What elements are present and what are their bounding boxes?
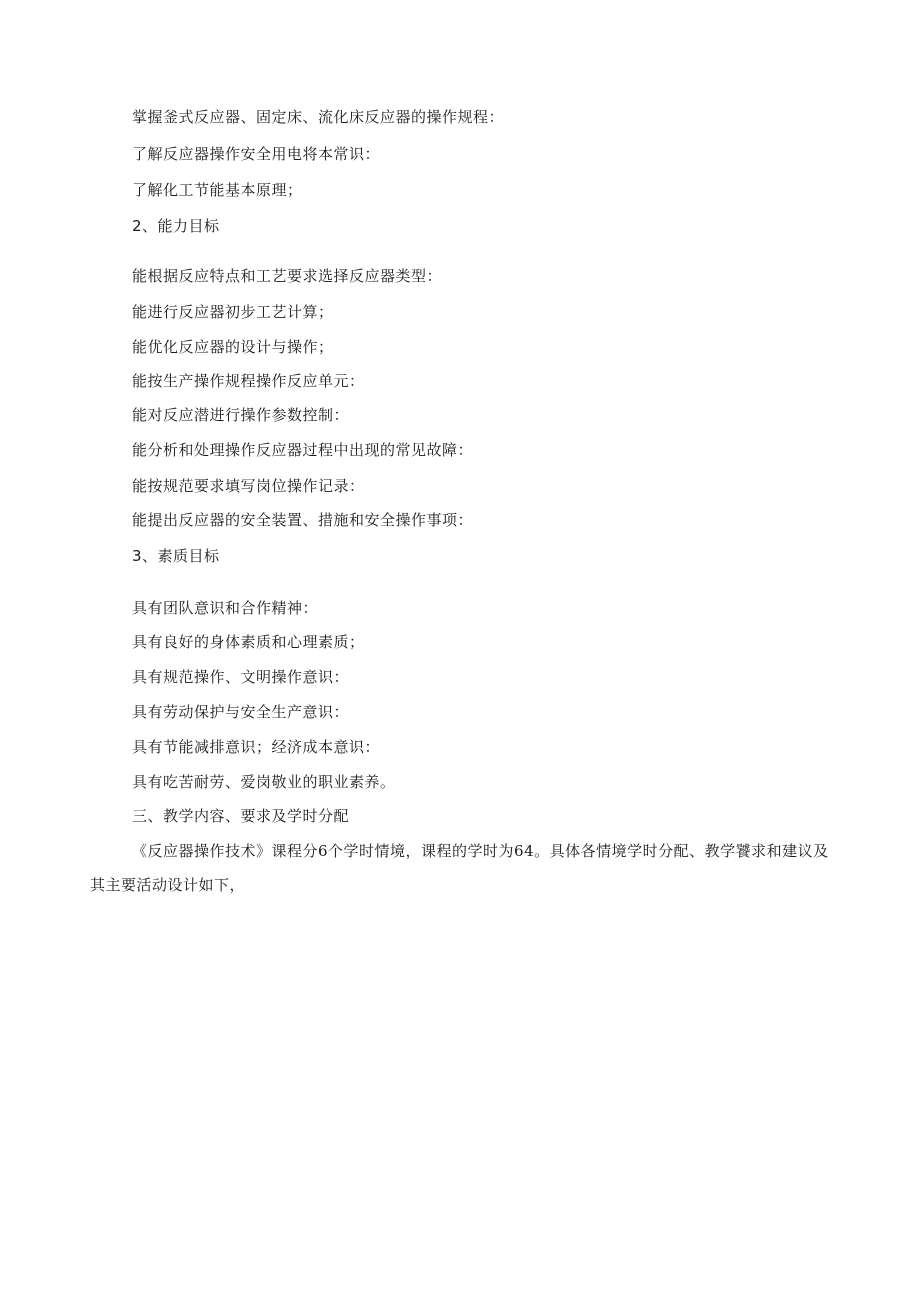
quality-item-3: 具有规范操作、文明操作意识：	[132, 668, 350, 686]
quality-item-6: 具有吃苦耐劳、爱岗敬业的职业素养。	[132, 773, 396, 791]
ability-heading: 2、能力目标	[132, 217, 220, 235]
course-paragraph: 《反应器操作技术》课程分6个学时情境，课程的学时为64。具体各情境学时分配、教学饕求和建议及其主要活动设计如下，	[90, 842, 829, 894]
knowledge-item-3: 了解化工节能基本原理；	[132, 181, 303, 199]
quality-heading: 3、素质目标	[132, 547, 220, 565]
knowledge-item-1: 掌握釜式反应器、固定床、流化床反应器的操作规程：	[132, 108, 505, 126]
ability-item-7: 能按规范要求填写岗位操作记录：	[132, 477, 365, 495]
ability-item-3: 能优化反应器的设计与操作；	[132, 338, 334, 356]
ability-item-5: 能对反应潜进行操作参数控制：	[132, 406, 350, 424]
quality-item-5: 具有节能减排意识；经济成本意识：	[132, 738, 381, 756]
ability-item-4: 能按生产操作规程操作反应单元：	[132, 372, 365, 390]
knowledge-item-2: 了解反应器操作安全用电将本常识：	[132, 145, 381, 163]
section-heading: 三、教学内容、要求及学时分配	[132, 807, 350, 825]
quality-item-2: 具有良好的身体素质和心理素质；	[132, 633, 365, 651]
ability-item-6: 能分析和处理操作反应器过程中出现的常见故障：	[132, 441, 474, 459]
ability-item-2: 能进行反应器初步工艺计算；	[132, 303, 334, 321]
quality-item-4: 具有劳动保护与安全生产意识：	[132, 703, 350, 721]
ability-item-1: 能根据反应特点和工艺要求选择反应器类型：	[132, 267, 443, 285]
quality-item-1: 具有团队意识和合作精神：	[132, 599, 319, 617]
ability-item-8: 能提出反应器的安全装置、措施和安全操作事项：	[132, 511, 474, 529]
